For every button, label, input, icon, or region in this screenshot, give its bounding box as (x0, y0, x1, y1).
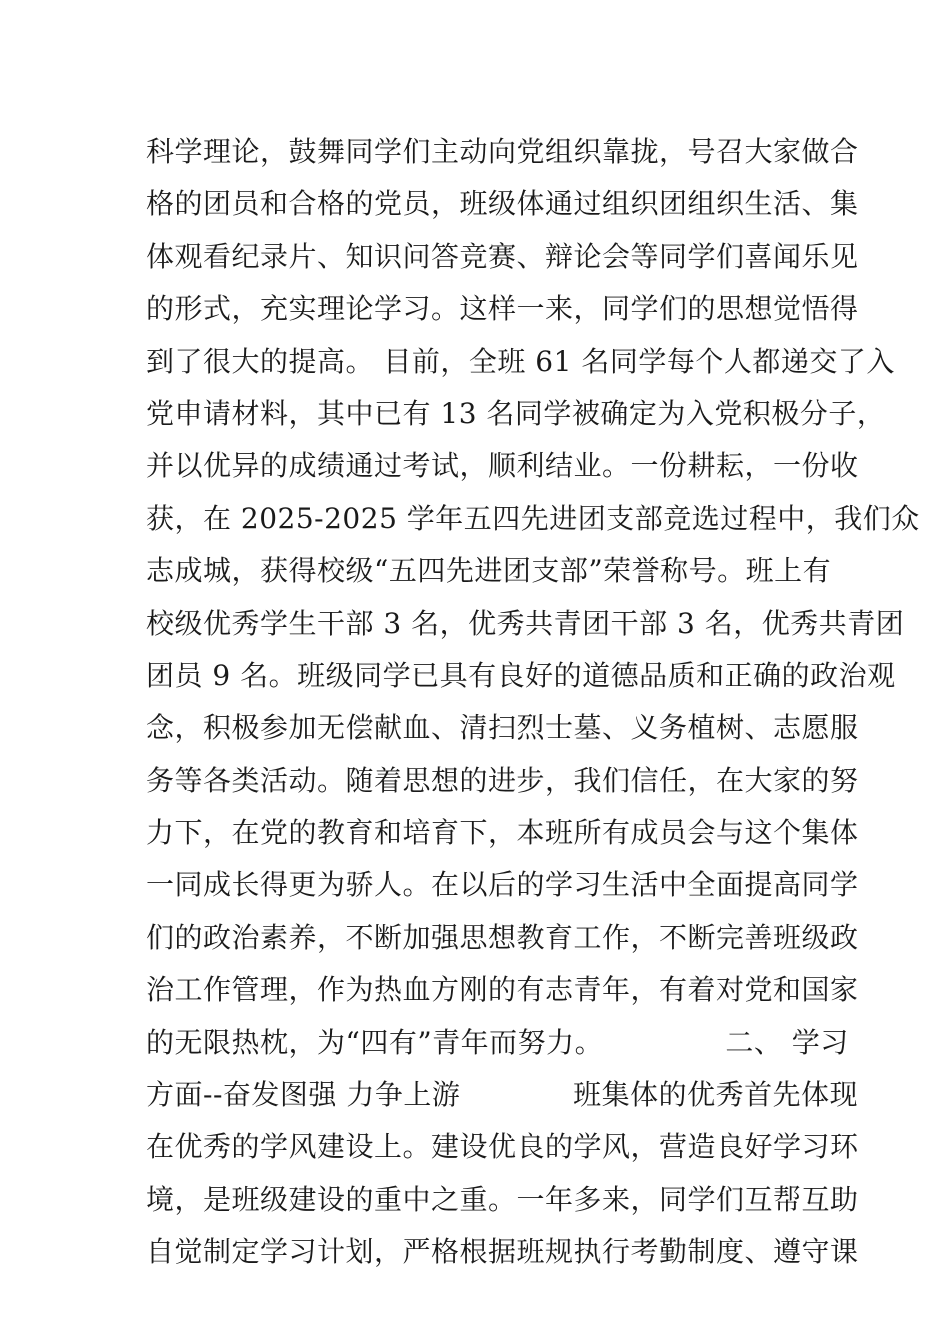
section-heading-line: 的无限热枕，为“四有”青年而努力。 二、 学习 (146, 1025, 849, 1059)
text-line: 团员 9 名。班级同学已具有良好的道德品质和正确的政治观 (146, 658, 896, 692)
text-line: 体观看纪录片、知识问答竞赛、辩论会等同学们喜闻乐见 (146, 239, 859, 273)
body-text (146, 126, 920, 1279)
text-line: 境，是班级建设的重中之重。一年多来，同学们互帮互助 (146, 1182, 859, 1216)
section-heading-line: 方面--奋发图强 力争上游 班集体的优秀首先体现 (146, 1078, 859, 1112)
text-line: 在优秀的学风建设上。建设优良的学风，营造良好学习环 (146, 1130, 859, 1164)
text-line: 念，积极参加无偿献血、清扫烈士墓、义务植树、志愿服 (146, 711, 859, 745)
text-line: 务等各类活动。随着思想的进步，我们信任，在大家的努 (146, 763, 859, 797)
text-line: 力下，在党的教育和培育下，本班所有成员会与这个集体 (146, 816, 859, 850)
text-line: 格的团员和合格的党员，班级体通过组织团组织生活、集 (146, 187, 859, 221)
text-line: 自觉制定学习计划，严格根据班规执行考勤制度、遵守课 (146, 1235, 859, 1269)
text-line: 获，在 2025-2025 学年五四先进团支部竞选过程中，我们众 (146, 501, 920, 535)
text-line: 的形式，充实理论学习。这样一来，同学们的思想觉悟得 (146, 292, 859, 326)
text-line: 党申请材料，其中已有 13 名同学被确定为入党积极分子， (146, 396, 886, 430)
text-line: 科学理论，鼓舞同学们主动向党组织靠拢，号召大家做合 (146, 135, 859, 168)
text-line: 到了很大的提高。 目前，全班 61 名同学每个人都递交了入 (146, 344, 895, 378)
text-line: 志成城，获得校级“五四先进团支部”荣誉称号。班上有 (146, 554, 832, 588)
text-line: 一同成长得更为骄人。在以后的学习生活中全面提高同学 (146, 868, 859, 902)
text-line: 们的政治素养，不断加强思想教育工作，不断完善班级政 (146, 920, 859, 954)
text-line: 校级优秀学生干部 3 名，优秀共青团干部 3 名，优秀共青团 (146, 606, 905, 640)
text-line: 治工作管理，作为热血方刚的有志青年，有着对党和国家 (146, 973, 859, 1007)
text-line: 并以优异的成绩通过考试，顺利结业。一份耕耘，一份收 (146, 449, 859, 483)
